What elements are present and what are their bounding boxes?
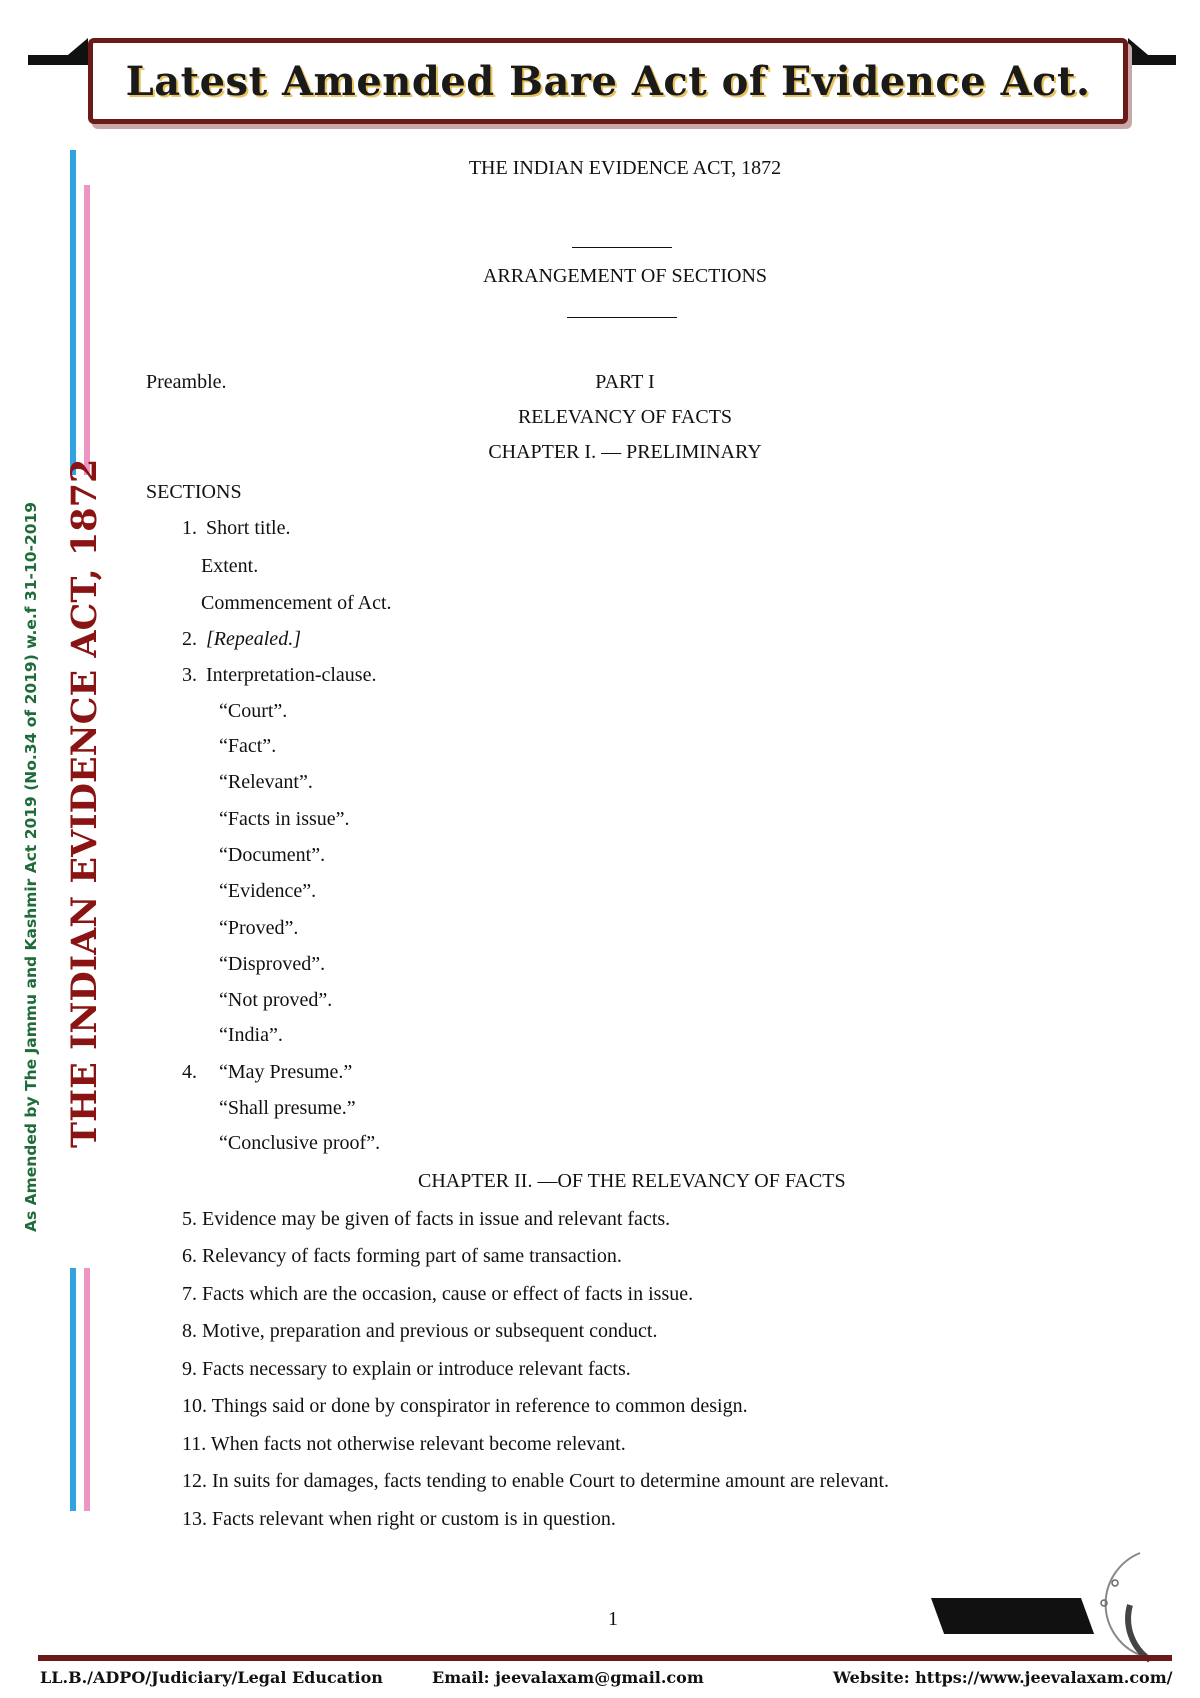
chapter-1-heading: CHAPTER I. — PRELIMINARY bbox=[488, 441, 762, 463]
section-item bbox=[182, 664, 376, 687]
part-heading: PART I bbox=[595, 371, 655, 393]
side-bar-blue-top bbox=[70, 150, 76, 475]
section-text: “Proved”. bbox=[219, 917, 299, 939]
section-text: “Shall presume.” bbox=[219, 1097, 356, 1119]
footer-rule bbox=[38, 1655, 1172, 1661]
section-item bbox=[182, 517, 290, 540]
section-item bbox=[219, 1097, 356, 1120]
chapter-2-section-item: 5. Evidence may be given of facts in issue and relevant facts. bbox=[182, 1208, 671, 1230]
section-item bbox=[219, 844, 325, 867]
section-text: “Disproved”. bbox=[219, 953, 326, 975]
chapter-2-section-item: 8. Motive, preparation and previous or subsequent conduct. bbox=[182, 1320, 658, 1342]
section-number: 2. bbox=[182, 628, 197, 650]
footer-website[interactable]: Website: https://www.jeevalaxam.com/ bbox=[833, 1668, 1173, 1687]
section-item bbox=[219, 1024, 283, 1047]
section-text: “Document”. bbox=[219, 844, 326, 866]
sections-label: SECTIONS bbox=[146, 481, 242, 503]
section-item bbox=[201, 555, 258, 578]
footer-email[interactable]: Email: jeevalaxam@gmail.com bbox=[432, 1668, 704, 1687]
chapter-2-section-item: 10. Things said or done by conspirator in reference to common design. bbox=[182, 1395, 748, 1417]
side-bar-pink-top bbox=[84, 185, 90, 475]
side-amendment-note: As Amended by The Jammu and Kashmir Act 2019 (No.34 of 2019) w.e.f 31-10-2019 bbox=[22, 501, 40, 1232]
section-item bbox=[219, 880, 316, 903]
header-right-corner bbox=[1128, 38, 1154, 60]
side-bar-pink-bottom bbox=[84, 1268, 90, 1511]
chapter-2-section-item: 12. In suits for damages, facts tending to enable Court to determine amount are relevant. bbox=[182, 1470, 890, 1492]
section-item bbox=[219, 735, 276, 758]
chapter-2-section-item: 6. Relevancy of facts forming part of same transaction. bbox=[182, 1245, 622, 1267]
section-item bbox=[182, 1061, 352, 1084]
act-title: THE INDIAN EVIDENCE ACT, 1872 bbox=[468, 157, 782, 179]
section-item bbox=[219, 1132, 380, 1155]
side-bar-blue-bottom bbox=[70, 1268, 76, 1511]
section-text: Interpretation-clause. bbox=[206, 664, 377, 686]
part-title: RELEVANCY OF FACTS bbox=[517, 406, 733, 428]
section-item bbox=[219, 771, 313, 794]
section-item bbox=[219, 700, 287, 723]
section-text: “Evidence”. bbox=[219, 880, 317, 902]
section-text: “Not proved”. bbox=[219, 989, 333, 1011]
section-item bbox=[219, 953, 325, 976]
section-number: 1. bbox=[182, 517, 197, 539]
chapter-2-heading: CHAPTER II. —OF THE RELEVANCY OF FACTS bbox=[418, 1170, 846, 1192]
divider-bottom bbox=[567, 317, 677, 318]
section-text: “Facts in issue”. bbox=[219, 808, 350, 830]
section-text: “Fact”. bbox=[219, 735, 277, 757]
chapter-2-section-item: 11. When facts not otherwise relevant become relevant. bbox=[182, 1433, 626, 1455]
arrangement-heading: ARRANGEMENT OF SECTIONS bbox=[482, 265, 768, 287]
section-item bbox=[201, 592, 392, 615]
header-title: Latest Amended Bare Act of Evidence Act. bbox=[125, 57, 1091, 105]
corner-decoration-arc bbox=[1070, 1545, 1190, 1665]
chapter-2-section-item: 13. Facts relevant when right or custom is in question. bbox=[182, 1508, 616, 1530]
section-text: [Repealed.] bbox=[206, 628, 301, 650]
section-item bbox=[219, 989, 332, 1012]
header-left-corner bbox=[62, 38, 88, 60]
section-text: “Court”. bbox=[219, 700, 288, 722]
section-item bbox=[219, 917, 298, 940]
footer-courses: LL.B./ADPO/Judiciary/Legal Education bbox=[40, 1668, 383, 1687]
divider-top bbox=[572, 247, 672, 248]
section-text: “Conclusive proof”. bbox=[219, 1132, 381, 1154]
section-text: Extent. bbox=[201, 555, 259, 577]
side-act-title: THE INDIAN EVIDENCE ACT, 1872 bbox=[64, 458, 105, 1148]
chapter-2-section-item: 9. Facts necessary to explain or introduce relevant facts. bbox=[182, 1358, 631, 1380]
section-number: 3. bbox=[182, 664, 197, 686]
section-item bbox=[219, 808, 350, 831]
preamble: Preamble. bbox=[146, 371, 227, 393]
section-text: “May Presume.” bbox=[219, 1061, 353, 1083]
section-text: “India”. bbox=[219, 1024, 283, 1046]
section-text: “Relevant”. bbox=[219, 771, 313, 793]
section-text: Short title. bbox=[206, 517, 291, 539]
chapter-2-section-item: 7. Facts which are the occasion, cause or effect of facts in issue. bbox=[182, 1283, 694, 1305]
section-text: Commencement of Act. bbox=[201, 592, 392, 614]
section-item bbox=[182, 628, 301, 651]
header-banner bbox=[88, 38, 1128, 124]
page-number: 1 bbox=[608, 1608, 618, 1630]
section-number: 4. bbox=[182, 1061, 197, 1083]
